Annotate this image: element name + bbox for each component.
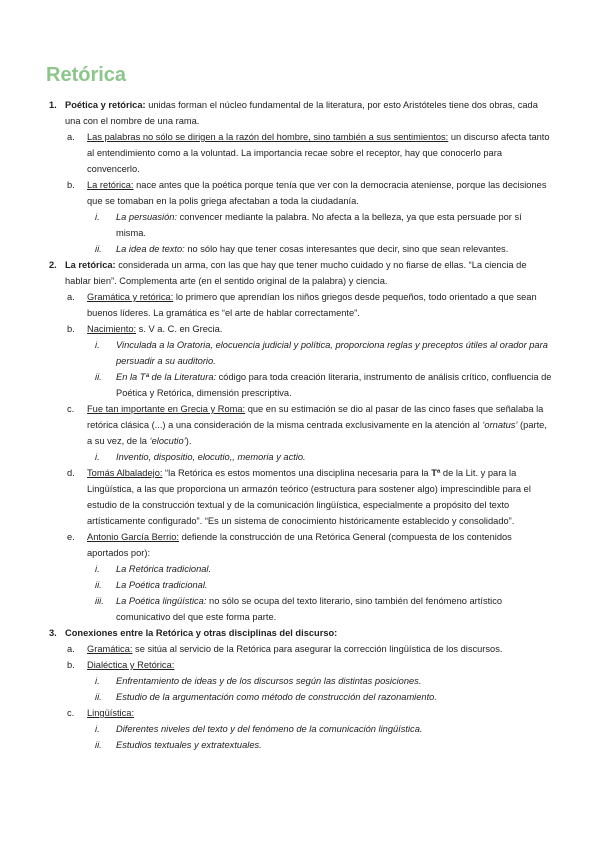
item-marker: b. (67, 660, 75, 670)
subitem-3b-ii (46, 689, 554, 705)
item-heading: Fue tan importante en Grecia y Roma: (87, 404, 246, 414)
item-text: se sitúa al servicio de la Retórica para asegurar la corrección lingüística de los discursos. (132, 644, 503, 654)
subitem-marker: i. (95, 676, 100, 686)
item-2b (46, 321, 554, 337)
item-term-elocutio: ‘elocutio’ (149, 436, 186, 446)
subitem-text: Estudios textuales y extratextuales. (116, 740, 262, 750)
item-marker: b. (67, 180, 75, 190)
item-heading: Tomás Albaladejo: (87, 468, 163, 478)
subitem-marker: ii. (95, 692, 102, 702)
subitem-2c-i (46, 449, 554, 465)
subitem-marker: i. (95, 452, 100, 462)
subitem-marker: i. (95, 564, 100, 574)
subitem-heading: La persuasión: (116, 212, 177, 222)
subitem-1b-i (46, 209, 554, 241)
subitem-marker: ii. (95, 740, 102, 750)
subitem-marker: iii. (95, 596, 104, 606)
subitem-2e-i (46, 561, 554, 577)
item-text: nace antes que la poética porque tenía que ver con la democracia ateniense, porque las decisiones que se tomaban en la polis griega afectaban a toda la ciudadanía. (87, 180, 547, 206)
subitem-marker: i. (95, 724, 100, 734)
section-2 (46, 257, 554, 289)
subitem-text: Enfrentamiento de ideas y de los discursos según las distintas posiciones. (116, 676, 422, 686)
section-heading: Poética y retórica: (65, 100, 146, 110)
subitem-text: Inventio, dispositio, elocutio,, memoria y actio. (116, 452, 306, 462)
subitem-heading: La Poética lingüística: (116, 596, 207, 606)
section-3 (46, 625, 554, 641)
item-3a (46, 641, 554, 657)
subitem-text: Diferentes niveles del texto y del fenómeno de la comunicación lingüística. (116, 724, 423, 734)
subitem-marker: ii. (95, 372, 102, 382)
item-text: de la Lit. y para la Lingüística, a las que proporciona un armazón teórico (estructura para sostener algo) imprescindible para el estudio de la construcción textual y de la comunicación lingüística, especialmente a propósito del texto artísticamente configurado”. “Es un sistema de conocimiento históricamente establecido y consolidado”. (87, 468, 531, 526)
item-term-ornatus: ‘ornatus’ (482, 420, 518, 430)
item-2a (46, 289, 554, 321)
subitem-2b-i (46, 337, 554, 369)
subitem-marker: ii. (95, 244, 102, 254)
item-heading: La retórica: (87, 180, 134, 190)
section-marker: 3. (49, 628, 57, 638)
subitem-text: convencer mediante la palabra. No afecta a la belleza, ya que esta persuade por sí misma. (116, 212, 522, 238)
item-marker: b. (67, 324, 75, 334)
item-heading: Las palabras no sólo se dirigen a la razón del hombre, sino también a sus sentimientos: (87, 132, 449, 142)
item-2d (46, 465, 554, 529)
section-text: considerada un arma, con las que hay que tener mucho cuidado y no fiarse de ellas. “La ciencia de hablar bien”. Complementa arte (en el sentido original de la palabra) y ciencia. (65, 260, 527, 286)
subitem-text: código para toda creación literaria, instrumento de análisis crítico, confluencia de Poética y Retórica, dimensión prescriptiva. (116, 372, 552, 398)
item-2e (46, 529, 554, 561)
subitem-text: La Poética tradicional. (116, 580, 208, 590)
subitem-3c-ii (46, 737, 554, 753)
item-marker: e. (67, 532, 75, 542)
subitem-2b-ii (46, 369, 554, 401)
item-1a (46, 129, 554, 177)
subitem-2e-ii (46, 577, 554, 593)
section-heading: Conexiones entre la Retórica y otras disciplinas del discurso: (65, 628, 338, 638)
subitem-marker: i. (95, 212, 100, 222)
item-1b (46, 177, 554, 209)
item-3b (46, 657, 554, 673)
item-marker: a. (67, 644, 75, 654)
item-marker: c. (67, 708, 75, 718)
item-marker: c. (67, 404, 75, 414)
item-text: ). (185, 436, 192, 446)
section-heading: La retórica: (65, 260, 116, 270)
subitem-3c-i (46, 721, 554, 737)
item-text: lo primero que aprendían los niños griegos desde pequeños, todo orientado a que sean buenos líderes. La gramática es “el arte de hablar correctamente”. (87, 292, 537, 318)
item-text: un discurso afecta tanto al entendimiento como a la voluntad. La importancia recae sobre el receptor, hay que conocerlo para convencerlo. (87, 132, 550, 174)
subitem-marker: ii. (95, 580, 102, 590)
subitem-heading: La idea de texto: (116, 244, 185, 254)
item-text: “la Retórica es estos momentos una disciplina necesaria para la (162, 468, 432, 478)
subitem-2e-iii (46, 593, 554, 625)
subitem-text: La Retórica tradicional. (116, 564, 212, 574)
item-heading: Gramática y retórica: (87, 292, 174, 302)
item-marker: a. (67, 132, 75, 142)
item-term-teoria: Tª (431, 468, 441, 478)
item-heading: Gramática: (87, 644, 133, 654)
subitem-1b-ii (46, 241, 554, 257)
item-text: que en su estimación se dio al pasar de las cinco fases que señalaba la retórica clásica (...) a una consideración de la misma centrada exclusivamente en la atención al (87, 404, 544, 430)
item-3c (46, 705, 554, 721)
item-text: s. V a. C. en Grecia. (136, 324, 223, 334)
section-marker: 1. (49, 100, 57, 110)
item-2c (46, 401, 554, 449)
item-heading: Lingüística: (87, 708, 135, 718)
item-heading: Nacimiento: (87, 324, 137, 334)
section-1 (46, 97, 554, 129)
item-marker: d. (67, 468, 75, 478)
subitem-text: no sólo se ocupa del texto literario, sino también del fenómeno artístico comunicativo del que este forma parte. (116, 596, 503, 622)
item-marker: a. (67, 292, 75, 302)
page-title: Retórica (46, 64, 127, 86)
subitem-text: Vinculada a la Oratoria, elocuencia judicial y política, proporciona reglas y preceptos útiles al orador para persuadir a su auditorio. (116, 340, 548, 366)
item-text: (parte, a su vez, de la (87, 420, 547, 446)
item-text: defiende la construcción de una Retórica General (compuesta de los contenidos aportados por): (87, 532, 512, 558)
subitem-marker: i. (95, 340, 100, 350)
section-marker: 2. (49, 260, 57, 270)
subitem-heading: En la Tª de la Literatura: (116, 372, 217, 382)
section-text: unidas forman el núcleo fundamental de la literatura, por esto Aristóteles tiene dos obras, cada una con el nombre de una rama. (65, 100, 538, 126)
subitem-text: no sólo hay que tener cosas interesantes que decir, sino que sean relevantes. (184, 244, 509, 254)
item-heading: Antonio García Berrio: (87, 532, 179, 542)
subitem-text: Estudio de la argumentación como método de construcción del razonamiento. (116, 692, 437, 702)
subitem-3b-i (46, 673, 554, 689)
item-heading: Dialéctica y Retórica: (87, 660, 175, 670)
